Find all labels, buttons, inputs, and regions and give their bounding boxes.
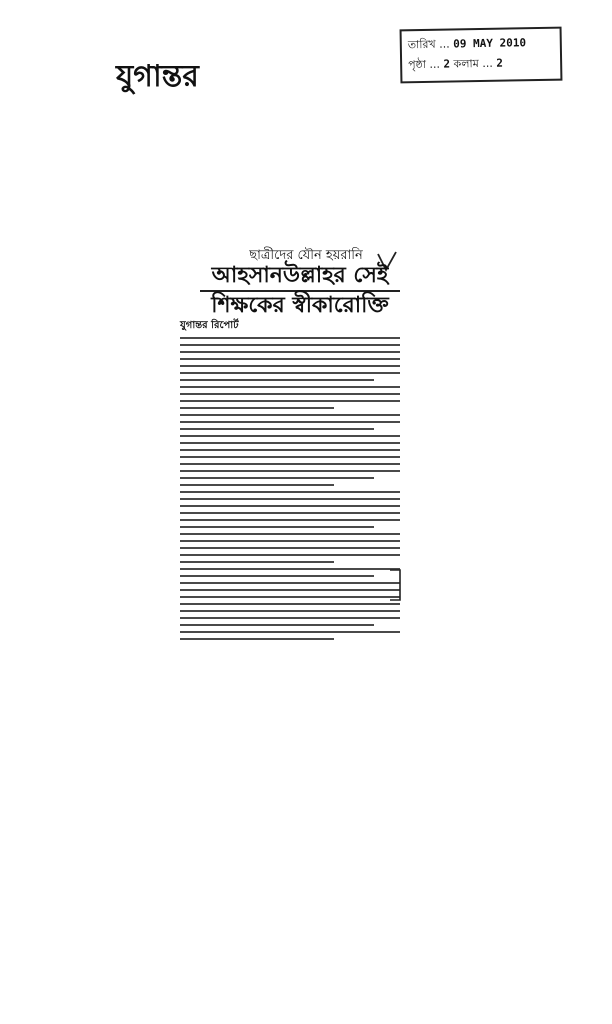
body-text-line	[180, 540, 400, 542]
margin-bracket-icon	[388, 568, 402, 602]
body-text-line	[180, 456, 400, 458]
headline-line-1: আহসানউল্লাহর সেই	[200, 262, 400, 292]
body-text-line	[180, 393, 400, 395]
body-text-line	[180, 484, 334, 486]
body-text-line	[180, 477, 374, 479]
body-text-line	[180, 617, 400, 619]
body-text-line	[180, 589, 400, 591]
article-byline: যুগান্তর রিপোর্ট	[180, 320, 239, 331]
body-text-line	[180, 582, 400, 584]
body-text-line	[180, 386, 400, 388]
body-text-line	[180, 344, 400, 346]
article-kicker: ছাত্রীদের যৌন হয়রানি	[249, 248, 363, 263]
body-text-line	[180, 533, 400, 535]
stamp-date-value: 09 MAY 2010	[453, 36, 527, 51]
body-text-line	[180, 526, 374, 528]
body-text-line	[180, 400, 400, 402]
stamp-date-label: তারিখ	[407, 37, 436, 52]
body-text-line	[180, 547, 400, 549]
body-text-line	[180, 519, 400, 521]
body-text-line	[180, 358, 400, 360]
body-text-line	[180, 379, 374, 381]
body-text-line	[180, 407, 334, 409]
body-text-line	[180, 491, 400, 493]
body-text-line	[180, 435, 400, 437]
body-text-line	[180, 638, 334, 640]
body-text-line	[180, 365, 400, 367]
stamp-column-label: কলাম	[453, 57, 479, 71]
body-text-line	[180, 421, 400, 423]
body-text-line	[180, 372, 400, 374]
body-text-line	[180, 498, 400, 500]
body-text-line	[180, 596, 400, 598]
body-text-line	[180, 449, 400, 451]
body-text-line	[180, 337, 400, 339]
body-text-line	[180, 428, 374, 430]
article-body	[180, 332, 400, 652]
body-text-line	[180, 442, 400, 444]
body-text-line	[180, 610, 400, 612]
body-text-line	[180, 351, 400, 353]
body-text-line	[180, 568, 400, 570]
headline-line-2: শিক্ষকের স্বীকারোক্তি	[211, 293, 389, 318]
article-headline	[200, 262, 400, 320]
body-text-line	[180, 575, 374, 577]
body-text-line	[180, 554, 400, 556]
body-text-line	[180, 624, 374, 626]
stamp-page-label: পৃষ্ঠা	[408, 57, 427, 72]
stamp-column-value: 2	[496, 56, 504, 70]
body-text-line	[180, 414, 400, 416]
body-text-line	[180, 470, 400, 472]
masthead-title: যুগান্তর	[116, 59, 199, 94]
archive-stamp: তারিখ ... 09 MAY 2010 পৃষ্ঠা ... 2 কলাম ... 2	[400, 27, 563, 84]
stamp-page-value: 2	[443, 57, 451, 71]
body-text-line	[180, 631, 400, 633]
body-text-line	[180, 603, 400, 605]
body-text-line	[180, 463, 400, 465]
body-text-line	[180, 505, 400, 507]
body-text-line	[180, 561, 334, 563]
body-text-line	[180, 512, 400, 514]
